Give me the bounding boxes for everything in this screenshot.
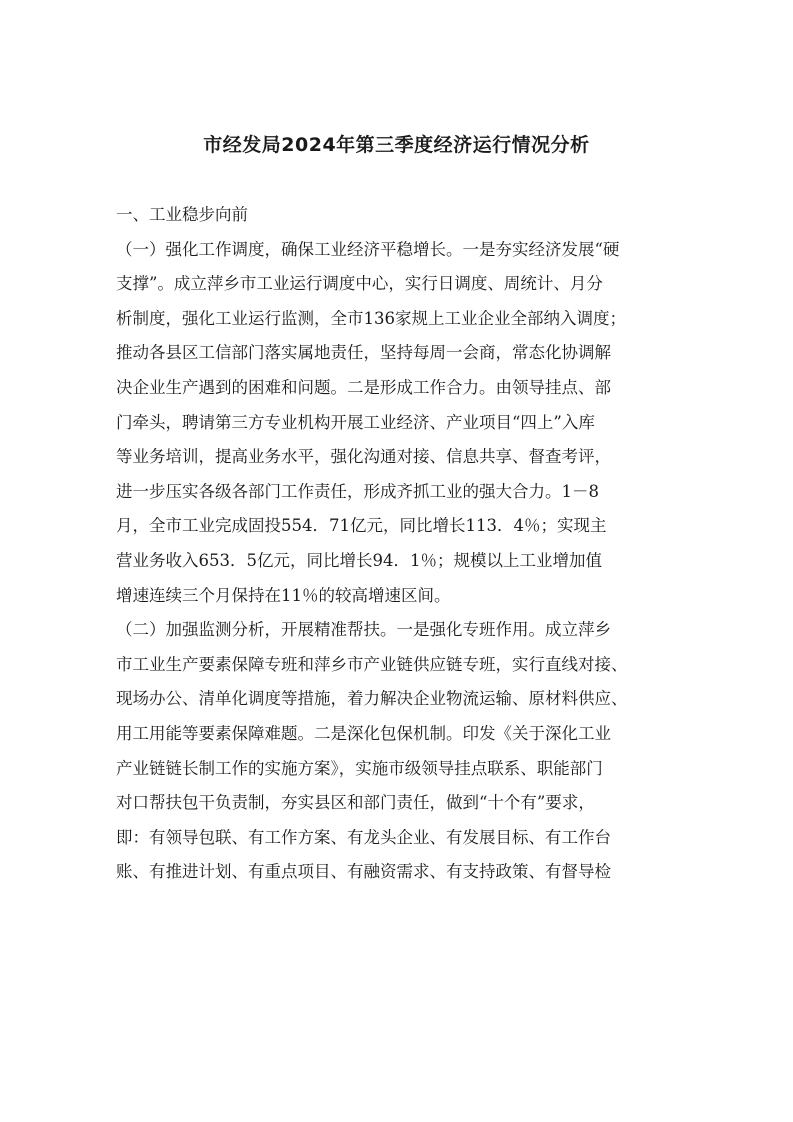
body-text-line: 产业链链长制工作的实施方案》，实施市级领导挂点联系、职能部门	[116, 758, 603, 778]
body-text-line: 进一步压实各级各部门工作责任，形成齐抓工业的强大合力。1－8	[116, 481, 599, 501]
body-text-line: 账、有推进计划、有重点项目、有融资需求、有支持政策、有督导检	[116, 862, 611, 882]
body-text-line: （一）强化工作调度，确保工业经济平稳增长。一是夯实经济发展“硬	[116, 239, 620, 259]
body-text-line: 门牵头，聘请第三方专业机构开展工业经济、产业项目“四上”入库	[116, 412, 595, 432]
body-text-line: 等业务培训，提高业务水平，强化沟通对接、信息共享、督查考评，	[116, 447, 611, 467]
body-text-line: 营业务收入653．5亿元，同比增长94．1％；规模以上工业增加值	[116, 550, 602, 570]
body-text-line: （二）加强监测分析，开展精准帮扶。一是强化专班作用。成立萍乡	[116, 620, 611, 640]
body-text-line: 市工业生产要素保障专班和萍乡市产业链供应链专班，实行直线对接、	[116, 654, 628, 674]
body-text-line: 支撑”。成立萍乡市工业运行调度中心，实行日调度、周统计、月分	[116, 274, 603, 294]
body-text-line: 析制度，强化工业运行监测，全市136家规上工业企业全部纳入调度；	[116, 308, 626, 328]
body-text-line: 月，全市工业完成固投554．71亿元，同比增长113．4％；实现主	[116, 516, 607, 536]
section-heading: 一、工业稳步向前	[116, 205, 248, 224]
document-body	[116, 198, 686, 890]
body-text-line: 现场办公、清单化调度等措施，着力解决企业物流运输、原材料供应、	[116, 689, 628, 709]
body-text-line: 决企业生产遇到的困难和问题。二是形成工作合力。由领导挂点、部	[116, 377, 611, 397]
body-text-line: 用工用能等要素保障难题。二是深化包保机制。印发《关于深化工业	[116, 723, 611, 743]
body-text-line: 增速连续三个月保持在11％的较高增速区间。	[116, 585, 451, 605]
document-title: 市经发局2024年第三季度经济运行情况分析	[203, 134, 590, 156]
body-text-line: 对口帮扶包干负责制，夯实县区和部门责任，做到“十个有”要求，	[116, 793, 595, 813]
body-text-line: 推动各县区工信部门落实属地责任，坚持每周一会商，常态化协调解	[116, 343, 611, 363]
body-text-line: 即：有领导包联、有工作方案、有龙头企业、有发展目标、有工作台	[116, 827, 611, 847]
